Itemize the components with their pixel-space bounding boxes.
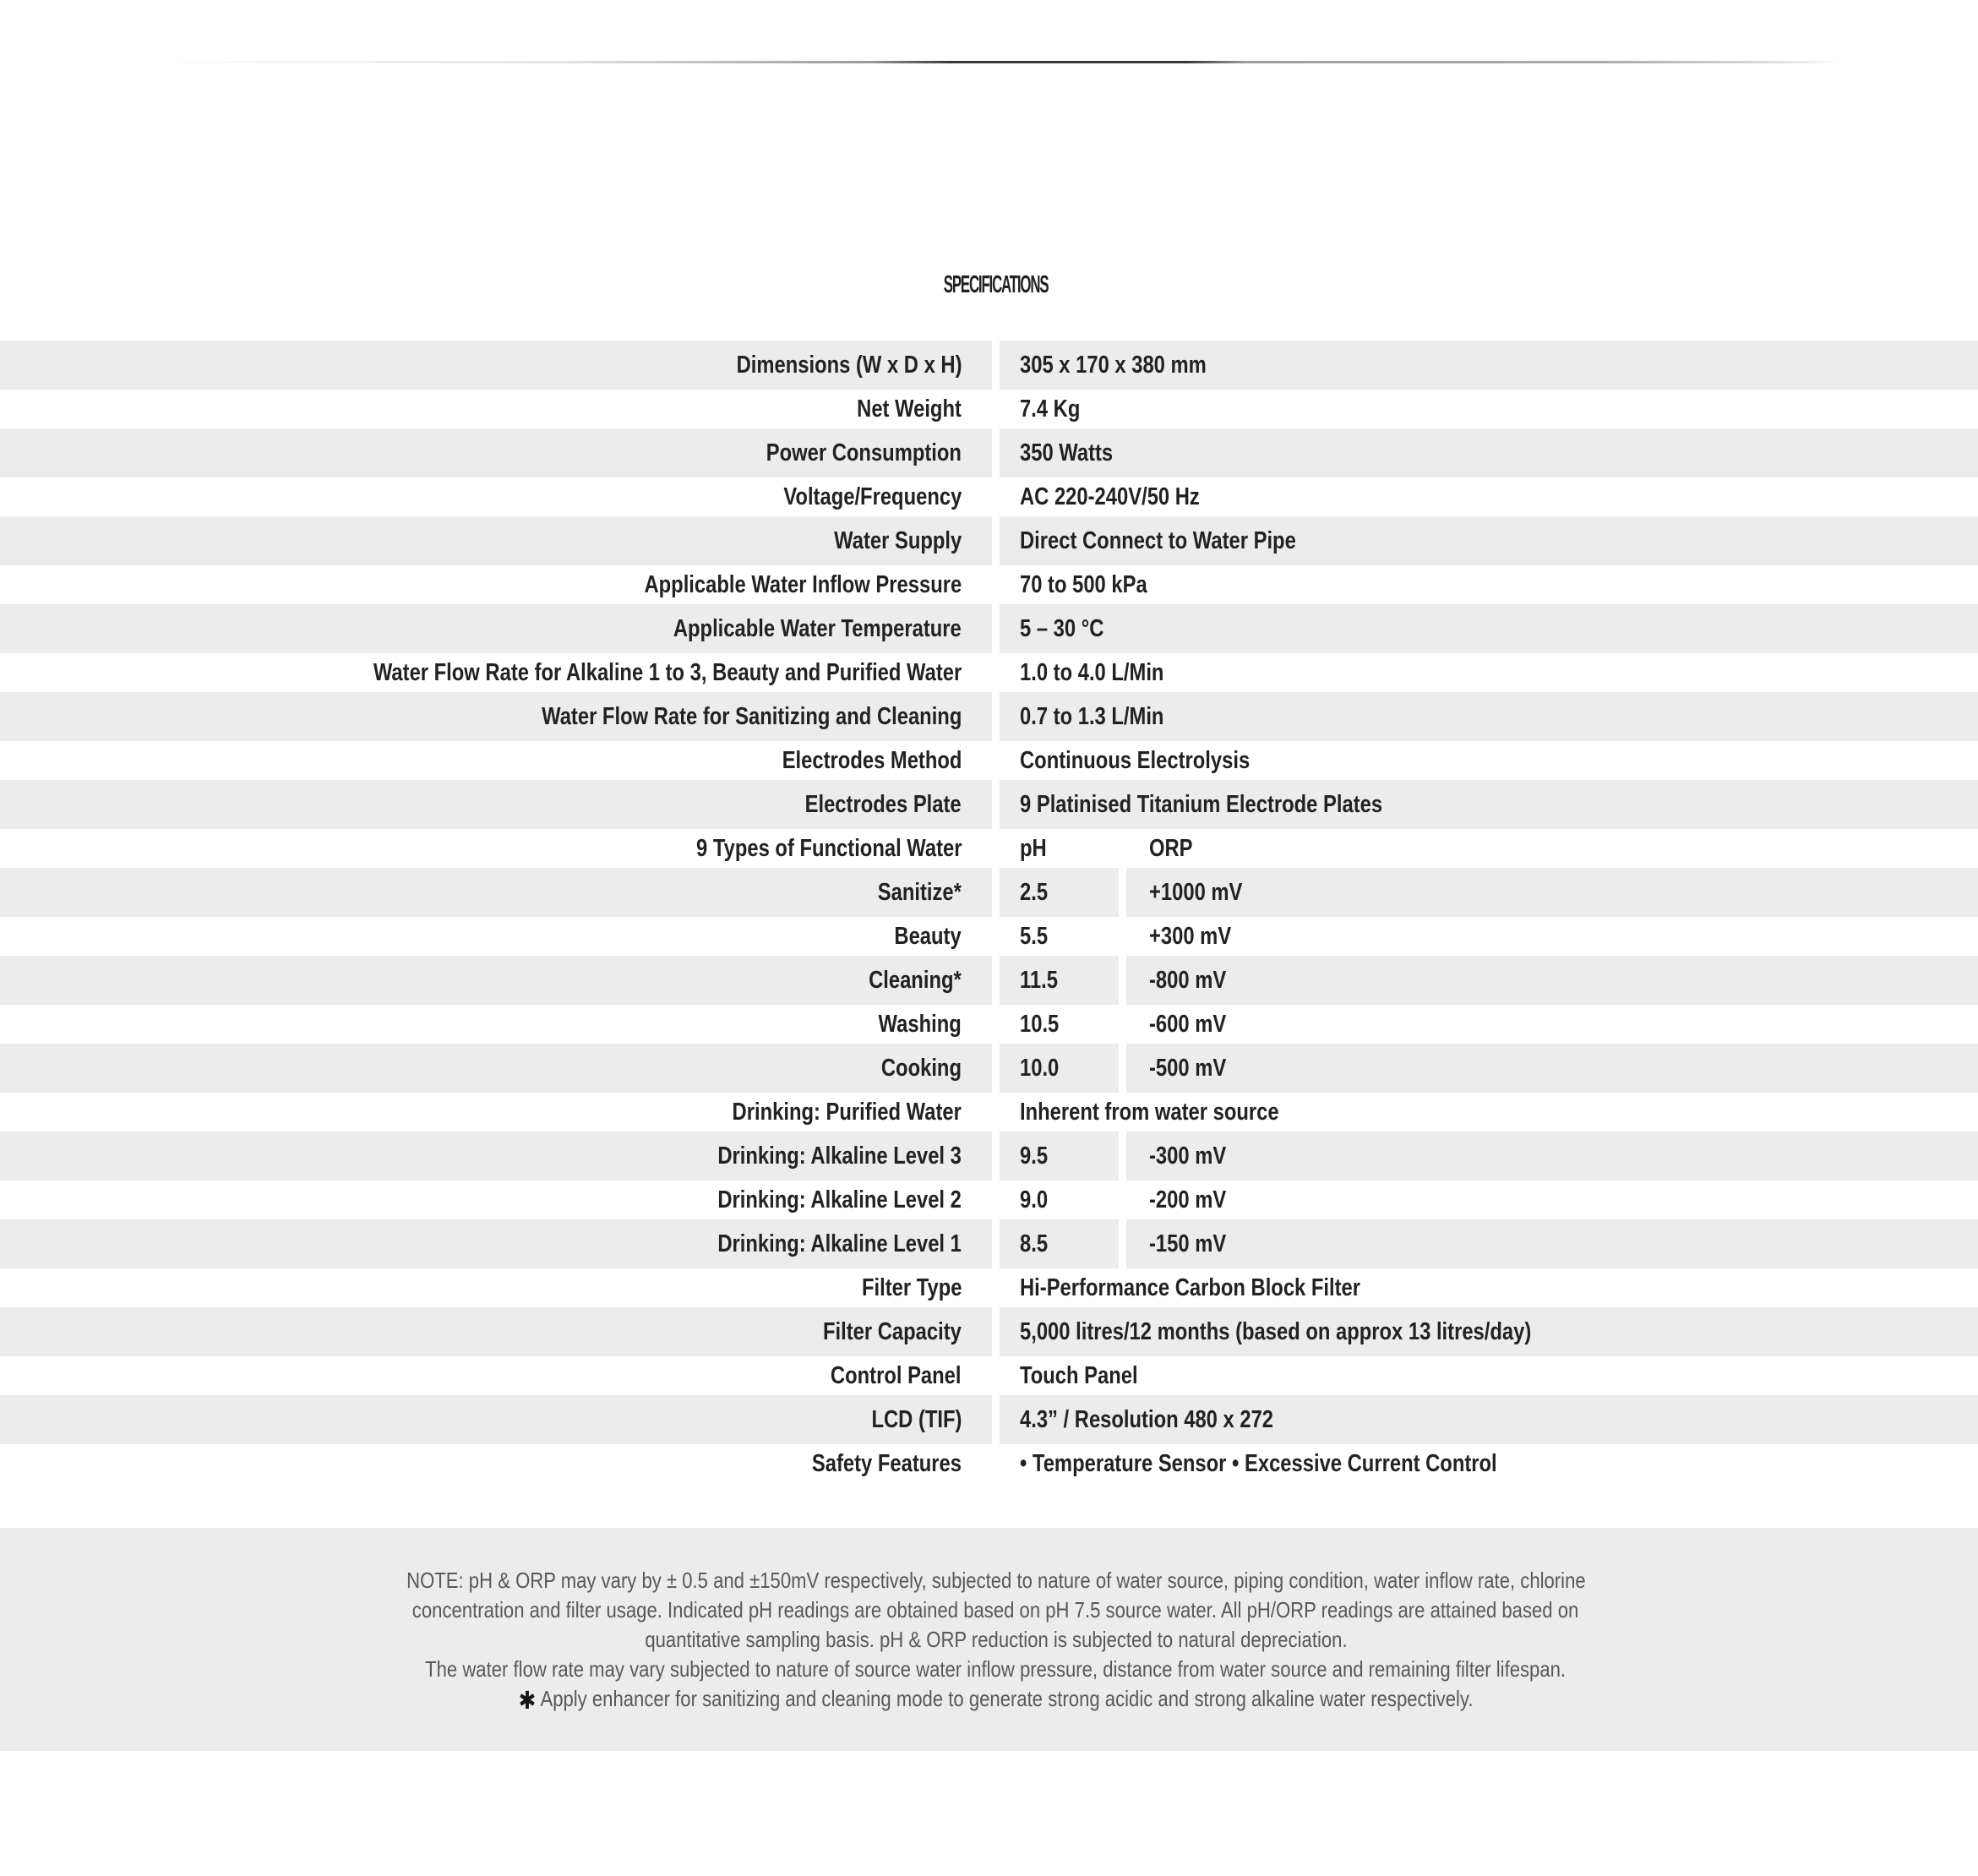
spec-value: 9 Platinised Titanium Electrode Plates bbox=[1020, 790, 1383, 818]
spec-label-cell bbox=[0, 692, 992, 741]
spec-ph-cell bbox=[1000, 1219, 1119, 1268]
spec-ph-value: 11.5 bbox=[1020, 966, 1058, 994]
spec-label-cell bbox=[0, 780, 992, 829]
spec-label-cell bbox=[0, 917, 992, 956]
spec-orp-cell bbox=[1126, 1219, 1978, 1268]
table-row bbox=[0, 341, 1978, 390]
spec-label-cell bbox=[0, 1181, 992, 1219]
spec-orp-cell bbox=[1126, 1132, 1978, 1181]
column-gutter bbox=[992, 653, 1000, 692]
note-band bbox=[0, 1528, 1978, 1751]
spec-value: • Temperature Sensor • Excessive Current Control bbox=[1020, 1449, 1497, 1477]
spec-orp-value: -800 mV bbox=[1149, 966, 1227, 994]
spec-label: Safety Features bbox=[811, 1449, 962, 1477]
column-gutter bbox=[1119, 917, 1126, 956]
table-row bbox=[0, 1132, 1978, 1181]
table-row bbox=[0, 477, 1978, 516]
column-gutter bbox=[992, 829, 1000, 868]
spec-ph-value: 10.5 bbox=[1020, 1010, 1060, 1038]
column-gutter bbox=[992, 1005, 1000, 1044]
spec-value-cell bbox=[1000, 741, 1978, 780]
spec-value-cell bbox=[1000, 1356, 1978, 1395]
spec-ph-value: 10.0 bbox=[1020, 1054, 1060, 1082]
column-gutter bbox=[992, 741, 1000, 780]
table-row bbox=[0, 1356, 1978, 1395]
spec-orp-cell bbox=[1126, 1181, 1978, 1219]
spec-label-cell bbox=[0, 956, 992, 1005]
page-title-text: SPECIFICATIONS bbox=[943, 271, 1049, 298]
table-row bbox=[0, 516, 1978, 565]
column-gutter bbox=[992, 477, 1000, 516]
spec-label-cell bbox=[0, 868, 992, 917]
spec-label-cell bbox=[0, 1005, 992, 1044]
spec-label: Water Supply bbox=[833, 526, 962, 554]
note-asterisk-text: Apply enhancer for sanitizing and cleaning mode to generate strong acidic and strong alkaline water respectively. bbox=[540, 1686, 1474, 1711]
spec-ph-cell bbox=[1000, 868, 1119, 917]
spec-orp-value: +300 mV bbox=[1149, 922, 1232, 950]
spec-label: Voltage/Frequency bbox=[783, 483, 962, 510]
spec-label-cell bbox=[0, 1268, 992, 1307]
table-row bbox=[0, 1181, 1978, 1219]
spec-orp-cell bbox=[1126, 1005, 1978, 1044]
spec-label-cell bbox=[0, 565, 992, 604]
column-gutter bbox=[992, 1444, 1000, 1483]
spec-label-cell bbox=[0, 1219, 992, 1268]
spec-value: Direct Connect to Water Pipe bbox=[1020, 526, 1296, 554]
table-row bbox=[0, 1444, 1978, 1483]
spec-orp-value: -500 mV bbox=[1149, 1054, 1227, 1082]
table-row bbox=[0, 1268, 1978, 1307]
column-gutter bbox=[1119, 1044, 1126, 1093]
note-line: quantitative sampling basis. pH & ORP reduction is subjected to natural depreciation. bbox=[644, 1627, 1348, 1652]
spec-orp-cell bbox=[1126, 1044, 1978, 1093]
note-line: NOTE: pH & ORP may vary by ± 0.5 and ±150mV respectively, subjected to nature of water source, piping condition, water inflow rate, chlorine bbox=[406, 1568, 1586, 1593]
spec-value: Inherent from water source bbox=[1020, 1098, 1279, 1126]
column-gutter bbox=[1119, 829, 1126, 868]
spec-value-cell bbox=[1000, 780, 1978, 829]
table-row bbox=[0, 956, 1978, 1005]
column-gutter bbox=[992, 1181, 1000, 1219]
column-gutter bbox=[992, 428, 1000, 477]
spec-ph-cell bbox=[1000, 956, 1119, 1005]
spec-label: Net Weight bbox=[857, 395, 962, 423]
column-gutter bbox=[1119, 956, 1126, 1005]
table-row bbox=[0, 1093, 1978, 1132]
spec-ph-cell bbox=[1000, 1132, 1119, 1181]
spec-value-cell bbox=[1000, 341, 1978, 390]
spec-label: 9 Types of Functional Water bbox=[695, 834, 962, 862]
table-row bbox=[0, 1005, 1978, 1044]
spec-orp-cell bbox=[1126, 956, 1978, 1005]
spec-label: Filter Type bbox=[861, 1273, 962, 1301]
spec-value: Hi-Performance Carbon Block Filter bbox=[1020, 1273, 1361, 1301]
note-line: The water flow rate may vary subjected to nature of source water inflow pressure, distance from water source and remaining filter lifespan. bbox=[425, 1656, 1567, 1682]
spec-value-cell bbox=[1000, 1307, 1978, 1356]
column-gutter bbox=[992, 604, 1000, 653]
spec-label-cell bbox=[0, 428, 992, 477]
spec-ph-value: 9.5 bbox=[1020, 1142, 1049, 1170]
table-row bbox=[0, 604, 1978, 653]
spec-value-cell bbox=[1000, 692, 1978, 741]
spec-ph-cell bbox=[1000, 917, 1119, 956]
spec-orp-value: -600 mV bbox=[1149, 1010, 1227, 1038]
note-line-asterisk bbox=[7, 1684, 1978, 1715]
spec-label: Cooking bbox=[880, 1054, 962, 1082]
spec-ph-value: pH bbox=[1020, 834, 1047, 862]
spec-label-cell bbox=[0, 741, 992, 780]
spec-label: Filter Capacity bbox=[823, 1317, 962, 1345]
spec-ph-cell bbox=[1000, 1181, 1119, 1219]
spec-table bbox=[0, 341, 1978, 1483]
spec-label-cell bbox=[0, 1395, 992, 1444]
spec-orp-cell bbox=[1126, 829, 1978, 868]
spec-label-cell bbox=[0, 1132, 992, 1181]
spec-label-cell bbox=[0, 1356, 992, 1395]
spec-label-cell bbox=[0, 341, 992, 390]
spec-label: Washing bbox=[878, 1010, 962, 1038]
spec-label: Drinking: Alkaline Level 2 bbox=[717, 1186, 962, 1213]
spec-label: Cleaning* bbox=[869, 966, 962, 994]
heavy-asterisk-icon: ✱ bbox=[518, 1686, 537, 1715]
spec-label: Electrodes Plate bbox=[804, 790, 962, 818]
column-gutter bbox=[992, 1044, 1000, 1093]
column-gutter bbox=[992, 868, 1000, 917]
table-row bbox=[0, 780, 1978, 829]
column-gutter bbox=[1119, 1005, 1126, 1044]
table-row bbox=[0, 1307, 1978, 1356]
spec-ph-cell bbox=[1000, 829, 1119, 868]
spec-label: Drinking: Alkaline Level 3 bbox=[717, 1142, 962, 1170]
column-gutter bbox=[992, 917, 1000, 956]
column-gutter bbox=[992, 1356, 1000, 1395]
spec-ph-value: 2.5 bbox=[1020, 878, 1049, 906]
spec-label: Control Panel bbox=[831, 1361, 962, 1389]
spec-label-cell bbox=[0, 604, 992, 653]
spec-label: Applicable Water Inflow Pressure bbox=[644, 570, 962, 598]
column-gutter bbox=[992, 390, 1000, 428]
spec-label: Water Flow Rate for Alkaline 1 to 3, Beauty and Purified Water bbox=[373, 658, 962, 686]
spec-value-cell bbox=[1000, 653, 1978, 692]
spec-label-cell bbox=[0, 653, 992, 692]
spec-value-cell bbox=[1000, 1093, 1978, 1132]
table-row bbox=[0, 1044, 1978, 1093]
spec-orp-cell bbox=[1126, 868, 1978, 917]
spec-ph-value: 8.5 bbox=[1020, 1230, 1049, 1257]
spec-value-cell bbox=[1000, 1444, 1978, 1483]
column-gutter bbox=[992, 1268, 1000, 1307]
table-row bbox=[0, 829, 1978, 868]
column-gutter bbox=[1119, 1132, 1126, 1181]
spec-label-cell bbox=[0, 516, 992, 565]
column-gutter bbox=[992, 780, 1000, 829]
table-row bbox=[0, 917, 1978, 956]
spec-value: 5 – 30 °C bbox=[1020, 614, 1104, 642]
spec-label-cell bbox=[0, 829, 992, 868]
column-gutter bbox=[992, 1219, 1000, 1268]
spec-value-cell bbox=[1000, 604, 1978, 653]
spec-label: LCD (TIF) bbox=[871, 1405, 962, 1433]
column-gutter bbox=[992, 956, 1000, 1005]
table-row bbox=[0, 741, 1978, 780]
spec-label: Applicable Water Temperature bbox=[673, 614, 962, 642]
column-gutter bbox=[1119, 1219, 1126, 1268]
note-text bbox=[7, 1566, 1978, 1715]
spec-value: 0.7 to 1.3 L/Min bbox=[1020, 702, 1164, 730]
table-row bbox=[0, 428, 1978, 477]
column-gutter bbox=[992, 341, 1000, 390]
spec-ph-cell bbox=[1000, 1005, 1119, 1044]
top-divider-line bbox=[0, 61, 1978, 63]
column-gutter bbox=[992, 1132, 1000, 1181]
spec-orp-value: -200 mV bbox=[1149, 1186, 1227, 1213]
column-gutter bbox=[992, 1093, 1000, 1132]
spec-value: 305 x 170 x 380 mm bbox=[1020, 351, 1207, 379]
spec-value: 350 Watts bbox=[1020, 439, 1114, 466]
spec-label: Water Flow Rate for Sanitizing and Cleaning bbox=[541, 702, 962, 730]
table-row bbox=[0, 390, 1978, 428]
spec-ph-cell bbox=[1000, 1044, 1119, 1093]
column-gutter bbox=[1119, 1181, 1126, 1219]
spec-value: Touch Panel bbox=[1020, 1361, 1138, 1389]
spec-value: 1.0 to 4.0 L/Min bbox=[1020, 658, 1164, 686]
column-gutter bbox=[992, 516, 1000, 565]
spec-label: Beauty bbox=[894, 922, 962, 950]
spec-label: Drinking: Alkaline Level 1 bbox=[717, 1230, 962, 1257]
spec-value: 7.4 Kg bbox=[1020, 395, 1081, 423]
spec-value-cell bbox=[1000, 390, 1978, 428]
spec-label-cell bbox=[0, 1444, 992, 1483]
spec-value-cell bbox=[1000, 565, 1978, 604]
column-gutter bbox=[1119, 868, 1126, 917]
table-row bbox=[0, 692, 1978, 741]
spec-label: Dimensions (W x D x H) bbox=[736, 351, 962, 379]
spec-label-cell bbox=[0, 390, 992, 428]
spec-value: 5,000 litres/12 months (based on approx 13 litres/day) bbox=[1020, 1317, 1532, 1345]
table-row bbox=[0, 868, 1978, 917]
spec-value-cell bbox=[1000, 1268, 1978, 1307]
note-line: concentration and filter usage. Indicated pH readings are obtained based on pH 7.5 source water. All pH/ORP readings are attained based on bbox=[412, 1597, 1579, 1622]
spec-label: Power Consumption bbox=[766, 439, 962, 466]
spec-value: 4.3” / Resolution 480 x 272 bbox=[1020, 1405, 1274, 1433]
spec-orp-value: -300 mV bbox=[1149, 1142, 1227, 1170]
column-gutter bbox=[992, 1395, 1000, 1444]
table-row bbox=[0, 1395, 1978, 1444]
column-gutter bbox=[992, 692, 1000, 741]
spec-label-cell bbox=[0, 1044, 992, 1093]
spec-orp-value: +1000 mV bbox=[1149, 878, 1243, 906]
spec-ph-value: 9.0 bbox=[1020, 1186, 1049, 1213]
spec-label: Electrodes Method bbox=[782, 746, 962, 774]
column-gutter bbox=[992, 565, 1000, 604]
spec-orp-value: -150 mV bbox=[1149, 1230, 1227, 1257]
spec-ph-value: 5.5 bbox=[1020, 922, 1049, 950]
spec-label: Sanitize* bbox=[877, 878, 962, 906]
spec-value-cell bbox=[1000, 477, 1978, 516]
column-gutter bbox=[992, 1307, 1000, 1356]
spec-label-cell bbox=[0, 477, 992, 516]
spec-orp-value: ORP bbox=[1149, 834, 1193, 862]
spec-value: 70 to 500 kPa bbox=[1020, 570, 1147, 598]
spec-value: Continuous Electrolysis bbox=[1020, 746, 1251, 774]
spec-label-cell bbox=[0, 1307, 992, 1356]
spec-value-cell bbox=[1000, 428, 1978, 477]
table-row bbox=[0, 565, 1978, 604]
spec-value-cell bbox=[1000, 1395, 1978, 1444]
spec-value-cell bbox=[1000, 516, 1978, 565]
spec-orp-cell bbox=[1126, 917, 1978, 956]
table-row bbox=[0, 653, 1978, 692]
spec-label-cell bbox=[0, 1093, 992, 1132]
spec-value: AC 220-240V/50 Hz bbox=[1020, 483, 1200, 510]
table-row bbox=[0, 1219, 1978, 1268]
spec-label: Drinking: Purified Water bbox=[732, 1098, 962, 1126]
page-title bbox=[7, 212, 1978, 333]
